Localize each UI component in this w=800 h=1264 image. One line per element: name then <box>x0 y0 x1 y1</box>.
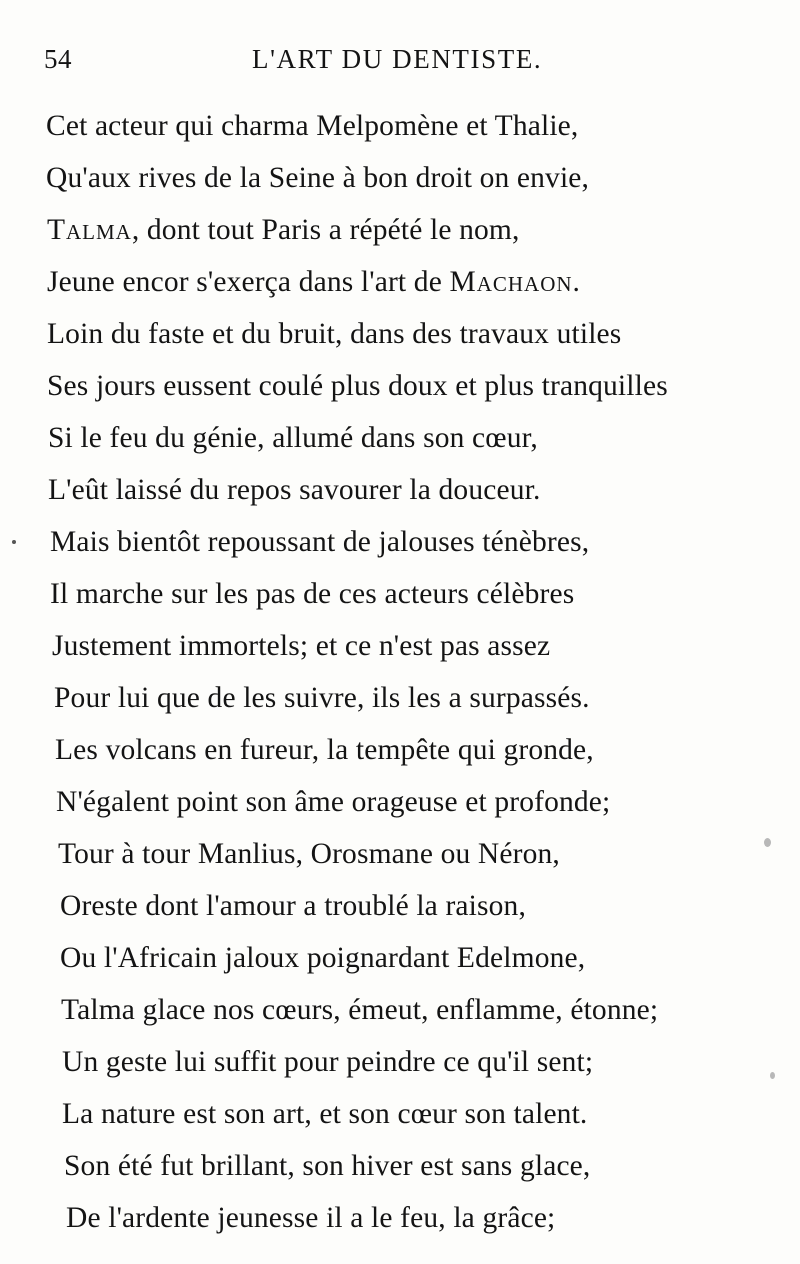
page-number: 54 <box>44 44 72 74</box>
verse-line: Talma glace nos cœurs, émeut, enflamme, étonne; <box>61 994 659 1026</box>
verse-line: N'égalent point son âme orageuse et profonde; <box>56 786 611 818</box>
running-title: L'ART DU DENTISTE. <box>252 44 543 74</box>
verse-line: Qu'aux rives de la Seine à bon droit on envie, <box>46 162 590 194</box>
verse-line: Ou l'Africain jaloux poignardant Edelmone, <box>60 942 586 974</box>
verse-line: Mais bientôt repoussant de jalouses ténèbres, <box>50 526 590 558</box>
verse-line: Il marche sur les pas de ces acteurs célèbres <box>50 578 575 610</box>
verse-line: Son été fut brillant, son hiver est sans glace, <box>64 1150 591 1182</box>
paper-speck <box>12 540 16 544</box>
small-caps-name: Machaon <box>449 266 573 298</box>
small-caps-name: Talma <box>47 214 132 246</box>
verse-line: Loin du faste et du bruit, dans des travaux utiles <box>47 318 622 350</box>
verse-line: Oreste dont l'amour a troublé la raison, <box>60 890 526 922</box>
verse-line: L'eût laissé du repos savourer la douceur. <box>48 474 541 506</box>
verse-line: Un geste lui suffit pour peindre ce qu'il sent; <box>62 1046 594 1078</box>
verse-line: De l'ardente jeunesse il a le feu, la grâce; <box>66 1202 556 1234</box>
verse-line: Justement immortels; et ce n'est pas assez <box>52 630 551 662</box>
paper-speck <box>770 1072 775 1079</box>
verse-line: Jeune encor s'exerça dans l'art de Machaon. <box>47 266 581 298</box>
paper-speck <box>764 838 771 847</box>
page-header <box>44 40 744 80</box>
verse-line: Les volcans en fureur, la tempête qui gronde, <box>55 734 594 766</box>
verse-line: La nature est son art, et son cœur son talent. <box>62 1098 588 1130</box>
verse-line: Pour lui que de les suivre, ils les a surpassés. <box>54 682 590 714</box>
verse-line: Si le feu du génie, allumé dans son cœur, <box>48 422 538 454</box>
verse-line: Talma, dont tout Paris a répété le nom, <box>47 214 520 246</box>
verse-line: Cet acteur qui charma Melpomène et Thalie, <box>46 110 579 142</box>
verse-line: Ses jours eussent coulé plus doux et plus tranquilles <box>47 370 668 402</box>
verse-line: Tour à tour Manlius, Orosmane ou Néron, <box>58 838 560 870</box>
